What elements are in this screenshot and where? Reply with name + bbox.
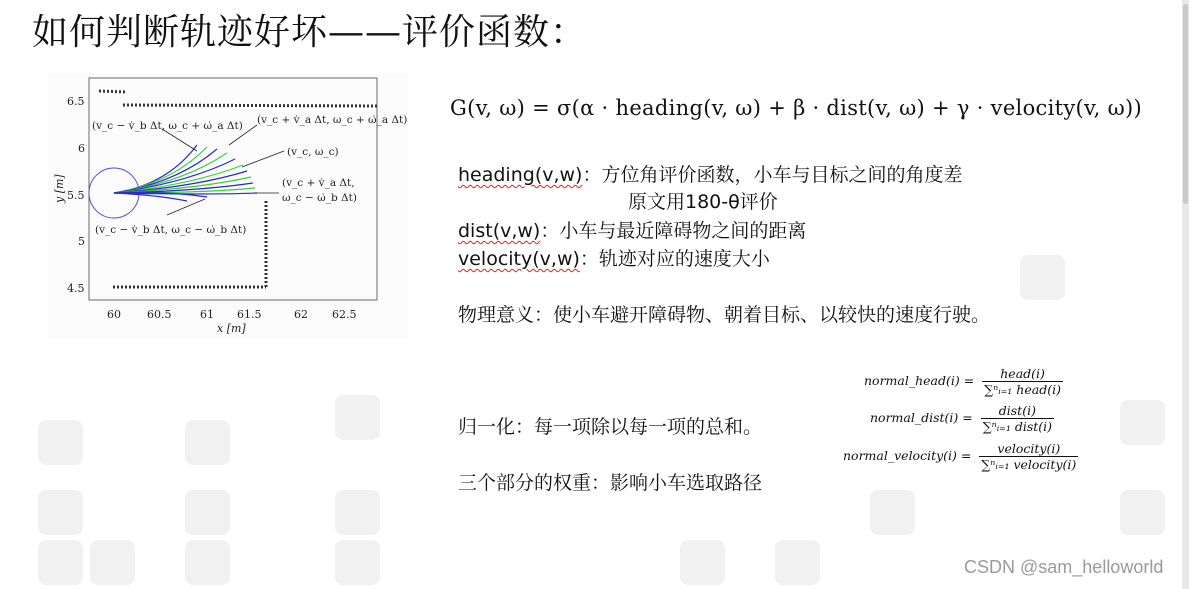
normal-dist-numerator: dist(i) xyxy=(981,403,1054,419)
csdn-watermark: CSDN @sam_helloworld xyxy=(964,557,1164,577)
background-tile xyxy=(1020,255,1065,300)
heading-text: ：方位角评价函数，小车与目标之间的角度差 xyxy=(582,164,963,186)
background-tile xyxy=(335,490,380,535)
background-tile xyxy=(38,420,83,465)
normal-velocity-denominator: ∑ⁿᵢ₌₁ velocity(i) xyxy=(981,457,1077,472)
background-tile xyxy=(1120,490,1165,535)
annotation-right-1: (v_c + v̇_a Δt, xyxy=(282,177,355,189)
velocity-term: velocity(v,w) xyxy=(458,248,580,270)
background-tile xyxy=(185,420,230,465)
background-tile xyxy=(90,540,135,585)
annotation-top-left: (v_c − v̇_b Δt, ω_c + ω̇_a Δt) xyxy=(92,120,243,132)
ytick-label: 4.5 xyxy=(67,282,85,295)
annotation-center: (v_c, ω_c) xyxy=(287,146,339,158)
scrollbar-thumb[interactable] xyxy=(1183,4,1188,204)
dist-term: dist(v,w) xyxy=(458,220,541,242)
background-tile xyxy=(38,540,83,585)
xtick-label: 62 xyxy=(294,308,308,321)
heading-note: 原文用180-θ评价 xyxy=(628,191,778,213)
normal-head-lhs: normal_head(i) = xyxy=(864,373,975,388)
normal-head-denominator: ∑ⁿᵢ₌₁ head(i) xyxy=(984,382,1061,397)
background-tile xyxy=(680,540,725,585)
ytick-label: 6 xyxy=(78,142,85,155)
background-tile xyxy=(335,540,380,585)
velocity-text: ：轨迹对应的速度大小 xyxy=(579,248,770,270)
trajectory-fan xyxy=(114,145,257,201)
annotation-bottom-left: (v_c − v̇_b Δt, ω_c − ω̇_b Δt) xyxy=(95,224,247,236)
xtick-label: 61 xyxy=(200,308,214,321)
heading-description xyxy=(458,160,962,187)
physical-meaning: 物理意义：使小车避开障碍物、朝着目标、以较快的速度行驶。 xyxy=(458,304,991,326)
ytick-label: 5 xyxy=(78,235,85,248)
dist-text: ：小车与最近障碍物之间的距离 xyxy=(540,220,807,242)
dwa-figure xyxy=(47,73,409,338)
background-tile xyxy=(1120,400,1165,445)
annotation-right-2: ω_c − ω̇_b Δt) xyxy=(282,192,357,204)
evaluation-formula: G(v, ω) = σ(α · heading(v, ω) + β · dist(v, ω) + γ · velocity(v, ω)) xyxy=(450,96,1143,120)
dist-description xyxy=(458,216,806,243)
normal-head-numerator: head(i) xyxy=(982,366,1063,382)
velocity-description xyxy=(458,244,770,271)
annotation-top-right: (v_c + v̇_a Δt, ω_c + ω̇_a Δt) xyxy=(257,114,408,126)
background-tile xyxy=(335,395,380,440)
heading-term: heading(v,w) xyxy=(458,164,583,186)
normal-dist-formula xyxy=(870,403,1054,434)
background-tile xyxy=(870,490,915,535)
normal-velocity-lhs: normal_velocity(i) = xyxy=(843,448,972,463)
normalization-text: 归一化：每一项除以每一项的总和。 xyxy=(458,416,763,438)
background-tile xyxy=(185,540,230,585)
background-tile xyxy=(185,490,230,535)
background-tile xyxy=(38,490,83,535)
ytick-label: 5.5 xyxy=(67,189,85,202)
y-axis-label: y [m] xyxy=(53,174,66,203)
normal-velocity-formula xyxy=(843,441,1078,472)
x-axis-label: x [m] xyxy=(217,322,246,335)
background-tile xyxy=(775,540,820,585)
page-title: 如何判断轨迹好坏——评价函数： xyxy=(32,12,588,53)
normal-head-formula xyxy=(864,366,1063,397)
xtick-label: 61.5 xyxy=(237,308,262,321)
xtick-label: 60 xyxy=(107,308,121,321)
xtick-label: 60.5 xyxy=(147,308,172,321)
normal-dist-lhs: normal_dist(i) = xyxy=(870,410,973,425)
normal-dist-denominator: ∑ⁿᵢ₌₁ dist(i) xyxy=(982,419,1053,434)
obstacle-row xyxy=(123,105,379,106)
normal-velocity-numerator: velocity(i) xyxy=(979,441,1078,457)
xtick-label: 62.5 xyxy=(332,308,357,321)
dwa-plot xyxy=(47,73,409,338)
weights-text: 三个部分的权重：影响小车选取路径 xyxy=(458,472,763,494)
obstacle-row xyxy=(99,91,127,92)
ytick-label: 6.5 xyxy=(67,95,85,108)
